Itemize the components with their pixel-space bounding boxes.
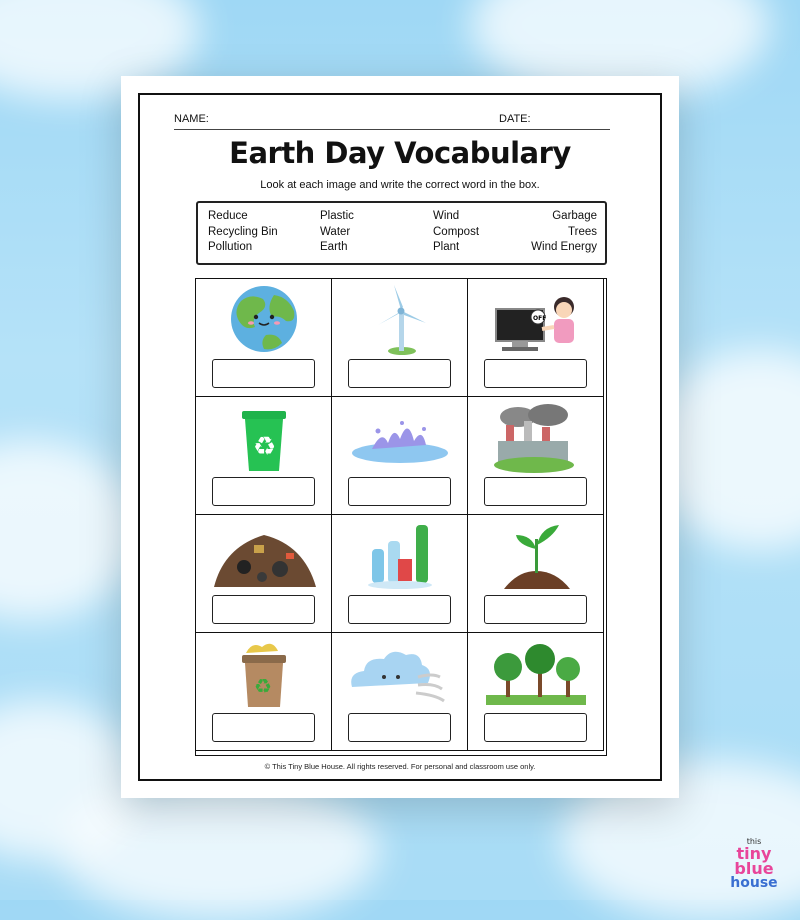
answer-box[interactable] — [212, 713, 315, 742]
svg-text:OFF: OFF — [533, 315, 547, 322]
wind-cloud-icon — [332, 637, 468, 713]
worksheet-title: Earth Day Vocabulary — [229, 136, 571, 170]
trees-icon — [468, 637, 604, 713]
svg-text:♻: ♻ — [254, 674, 272, 698]
tv-off-girl-icon — [468, 283, 604, 359]
instructions: Look at each image and write the correct word in the box. — [260, 179, 540, 191]
answer-box[interactable] — [348, 359, 451, 388]
answer-box[interactable] — [484, 595, 587, 624]
garbage-pile-icon — [196, 519, 332, 595]
word-bank-word: Plastic — [320, 210, 354, 222]
name-label: NAME: — [174, 113, 209, 125]
word-bank-column — [531, 209, 597, 256]
word-bank — [196, 201, 607, 265]
factory-pollution-icon — [468, 401, 604, 477]
word-bank-word: Wind Energy — [531, 241, 597, 253]
earth-icon — [196, 283, 332, 359]
brand-logo — [718, 837, 790, 890]
sprout-icon — [468, 519, 604, 595]
word-bank-word: Trees — [568, 225, 597, 238]
picture-cell — [196, 397, 332, 515]
picture-cell — [332, 279, 468, 397]
answer-box[interactable] — [348, 595, 451, 624]
answer-box[interactable] — [348, 713, 451, 742]
answer-box[interactable] — [348, 477, 451, 506]
name-date-line[interactable] — [174, 111, 610, 130]
picture-cell — [196, 633, 332, 751]
plastic-bottles-icon — [332, 519, 468, 595]
answer-box[interactable] — [212, 359, 315, 388]
picture-cell — [468, 633, 604, 751]
answer-box[interactable] — [484, 359, 587, 388]
answer-box[interactable] — [484, 477, 587, 506]
brand-logo-line: tiny blue — [734, 844, 774, 878]
copyright-footer: © This Tiny Blue House. All rights reserved. For personal and classroom use only. — [264, 762, 536, 771]
answer-box[interactable] — [212, 595, 315, 624]
word-bank-word: Compost — [433, 225, 480, 238]
date-label: DATE: — [499, 113, 531, 125]
brand-logo-line: house — [730, 875, 778, 891]
picture-cell — [468, 397, 604, 515]
word-bank-word: Wind — [433, 210, 460, 222]
worksheet-page — [121, 76, 679, 798]
word-bank-word: Reduce — [208, 210, 248, 222]
water-splash-icon — [332, 401, 468, 477]
answer-box[interactable] — [484, 713, 587, 742]
picture-cell — [196, 279, 332, 397]
word-bank-word: Recycling Bin — [208, 225, 278, 238]
picture-cell — [332, 633, 468, 751]
picture-cell — [468, 515, 604, 633]
picture-cell — [468, 279, 604, 397]
picture-grid — [195, 278, 607, 756]
svg-text:♻: ♻ — [253, 432, 277, 462]
picture-cell — [196, 515, 332, 633]
word-bank-word: Pollution — [208, 241, 253, 253]
word-bank-column — [433, 209, 479, 256]
word-bank-word: Garbage — [552, 210, 597, 222]
word-bank-column — [208, 209, 278, 256]
answer-box[interactable] — [212, 477, 315, 506]
picture-cell — [332, 397, 468, 515]
word-bank-word: Water — [320, 225, 351, 238]
picture-cell — [332, 515, 468, 633]
word-bank-column — [320, 209, 354, 256]
brand-logo-line: this — [746, 837, 762, 846]
recycling-bin-icon — [196, 401, 332, 477]
word-bank-word: Earth — [320, 241, 348, 253]
word-bank-word: Plant — [433, 241, 460, 253]
wind-turbine-icon — [332, 283, 468, 359]
compost-bin-icon — [196, 637, 332, 713]
